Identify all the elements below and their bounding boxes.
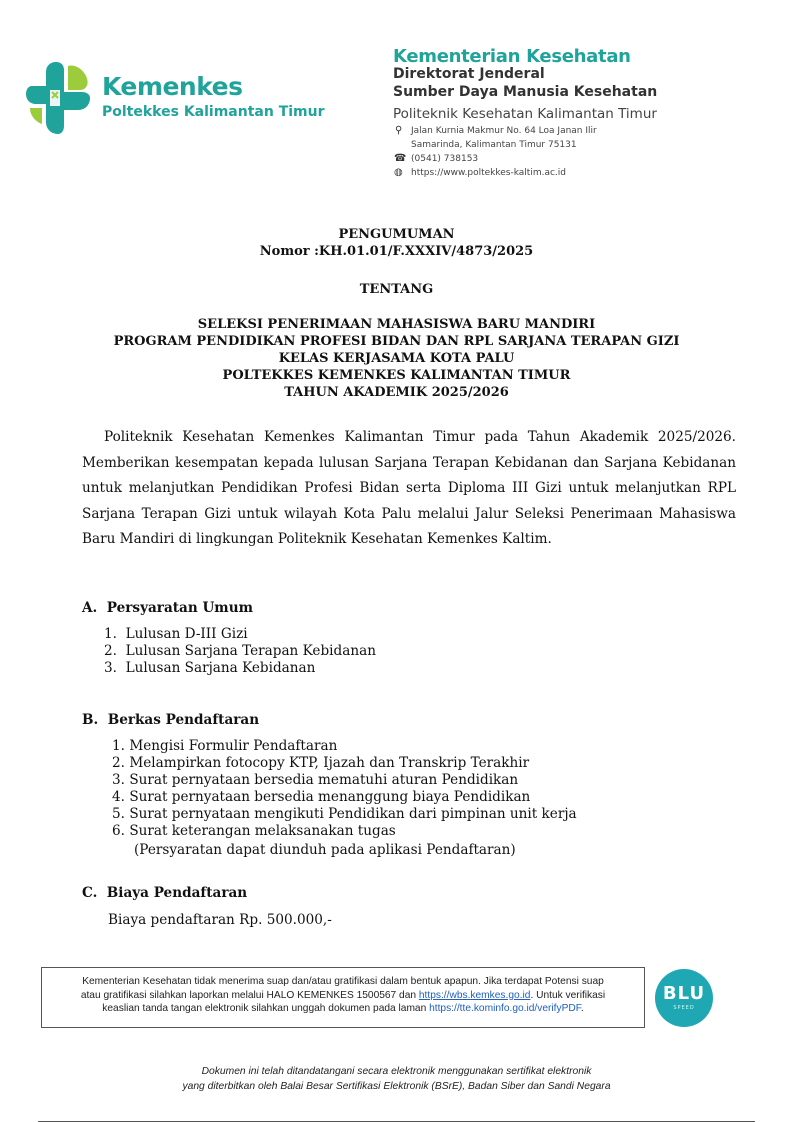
about-heading: TENTANG [359,282,434,297]
location-pin-icon: ⚲ [395,125,403,136]
subject-line3: KELAS KERJASAMA KOTA PALU [278,351,515,366]
directorate-line2: Sumber Daya Manusia Kesehatan [393,84,658,100]
address-line2: Samarinda, Kalimantan Timur 75131 [411,140,577,150]
section-b-heading [82,712,259,728]
section-b-label: B. [82,712,99,728]
section-a-title: Persyaratan Umum [106,600,253,616]
verify-pdf-link[interactable]: https://tte.kominfo.go.id/verifyPDF [429,1003,581,1014]
phone-icon: ☎ [394,153,407,164]
anti-gratification-notice [41,967,645,1028]
section-a-heading [82,600,253,616]
announcement-heading: PENGUMUMAN [338,227,455,242]
section-c-title: Biaya Pendaftaran [106,885,248,901]
blu-badge-text: BLU [662,983,706,1004]
section-c-label: C. [82,885,98,901]
website-url[interactable]: https://www.poltekkes-kaltim.ac.id [411,168,567,178]
list-item: 5. Surat pernyataan mengikuti Pendidikan dari pimpinan unit kerja [112,806,577,822]
list-item: 1. Lulusan D-III Gizi [104,626,248,642]
intro-paragraph: Politeknik Kesehatan Kemenkes Kalimantan Timur pada Tahun Akademik 2025/2026. Memberikan kesempatan kepada lulusan Sarjana Terapan Kebidanan dan Sarjana Kebidanan untuk melanjutkan Pendidikan Profesi Bidan serta Diploma III Gizi untuk melanjutkan RPL Sarjana Terapan Gizi untuk wilayah Kota Palu melalui Jalur Seleksi Penerimaan Mahasiswa Baru Mandiri di lingkungan Politeknik Kesehatan Kemenkes Kaltim. [82,429,736,548]
globe-icon: ◍ [394,167,403,178]
section-b-title: Berkas Pendaftaran [107,712,260,728]
list-item: 1. Mengisi Formulir Pendaftaran [112,738,338,754]
registration-fee: Biaya pendaftaran Rp. 500.000,- [108,912,332,928]
subject-line1: SELEKSI PENERIMAAN MAHASISWA BARU MANDIRI [197,317,596,332]
e-signature-footer [0,1064,793,1094]
subject-line5: TAHUN AKADEMIK 2025/2026 [284,385,509,400]
blu-badge-logo [655,969,713,1027]
address-line1: Jalan Kurnia Makmur No. 64 Loa Janan Ilir [411,126,597,136]
list-item: 3. Surat pernyataan bersedia mematuhi aturan Pendidikan [112,772,519,788]
phone-number: (0541) 738153 [411,154,479,164]
list-item: 4. Surat pernyataan bersedia menanggung biaya Pendidikan [112,789,531,805]
logo-brand: Kemenkes [102,72,243,101]
list-item: 3. Lulusan Sarjana Kebidanan [104,660,316,676]
announcement-number: Nomor :KH.01.01/F.XXXIV/4873/2025 [259,244,534,259]
ministry-name: Kementerian Kesehatan [393,46,631,67]
section-c-heading [82,885,247,901]
notice-line1: Kementerian Kesehatan tidak menerima suap dan/atau gratifikasi dalam bentuk apapun. Jika terdapat Potensi suap [82,976,604,987]
notice-line3: keaslian tanda tangan elektronik silahkan unggah dokumen pada laman https://tte.kominfo.go.id/verifyPDF. [102,1003,584,1014]
subject-line4: POLTEKKES KEMENKES KALIMANTAN TIMUR [222,368,571,383]
list-item: 2. Melampirkan fotocopy KTP, Ijazah dan Transkrip Terakhir [112,755,530,771]
footer-line1: Dokumen ini telah ditandatangani secara elektronik menggunakan sertifikat elektronik [201,1066,592,1077]
logo-subtitle: Poltekkes Kalimantan Timur [102,104,325,120]
list-item: 2. Lulusan Sarjana Terapan Kebidanan [104,643,376,659]
footer-line2: yang diterbitkan oleh Balai Besar Sertifikasi Elektronik (BSrE), Badan Siber dan Sandi Negara [182,1081,611,1092]
section-a-label: A. [82,600,98,616]
institution-name: Politeknik Kesehatan Kalimantan Timur [393,106,657,122]
blu-badge-sub: SPEED [673,1005,695,1011]
list-item: 6. Surat keterangan melaksanakan tugas [112,823,396,839]
wbs-link[interactable]: https://wbs.kemkes.go.id [418,989,531,1001]
subject-line2: PROGRAM PENDIDIKAN PROFESI BIDAN DAN RPL SARJANA TERAPAN GIZI [113,334,680,349]
download-note: (Persyaratan dapat diunduh pada aplikasi Pendaftaran) [134,842,516,858]
kemenkes-logo-icon [26,60,98,136]
notice-line2: atau gratifikasi silahkan laporkan melalui HALO KEMENKES 1500567 dan https://wbs.kemkes.go.id. Untuk verifikasi [80,989,606,1001]
directorate-line1: Direktorat Jenderal [393,66,545,82]
